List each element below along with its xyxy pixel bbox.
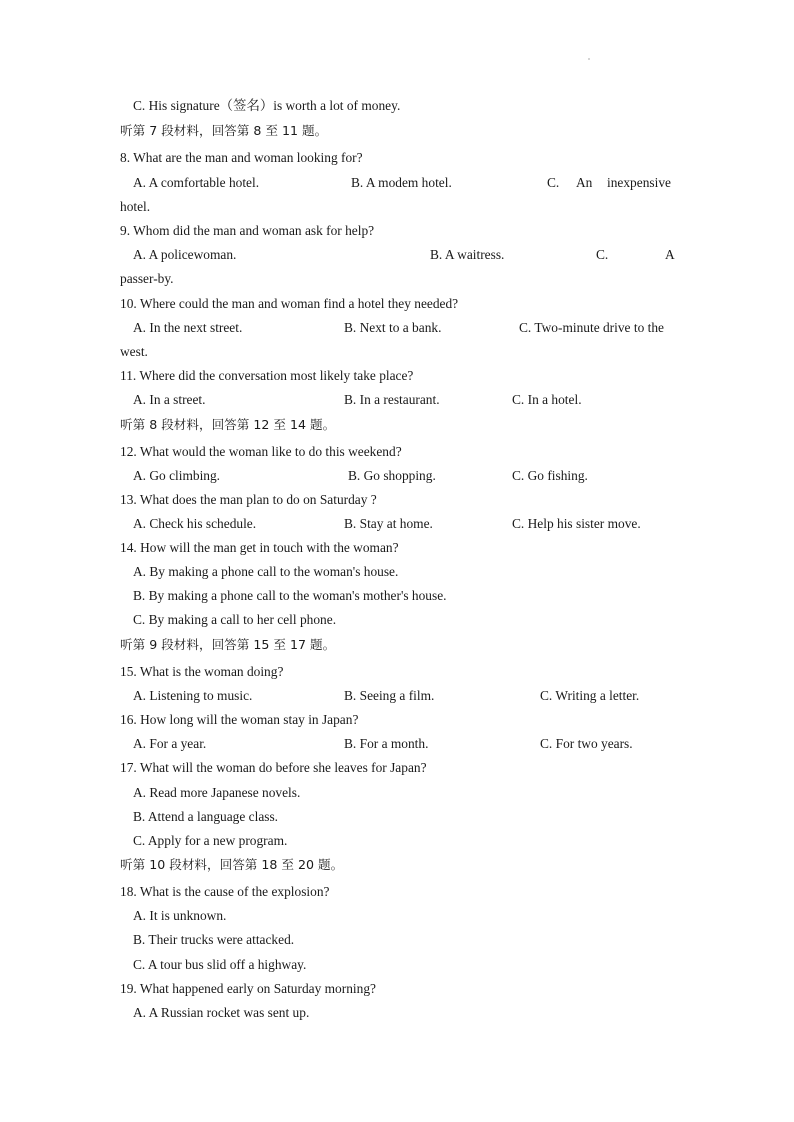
option-a: A. A policewoman. [133, 247, 237, 262]
option-a: A. Go climbing. [133, 468, 221, 483]
question-text: 17. What will the woman do before she leaves for Japan? [120, 760, 427, 775]
option-b: B. Seeing a film. [344, 688, 435, 703]
option-text: C. His signature（签名）is worth a lot of money. [133, 98, 401, 113]
option-b: B. In a restaurant. [344, 392, 440, 407]
option-c-continuation: west. [120, 344, 148, 359]
option-c-continuation: hotel. [120, 199, 151, 214]
option-a: A. Check his schedule. [133, 516, 257, 531]
option-c-word: A [665, 247, 675, 262]
section-heading: 听第 10 段材料，回答第 18 至 20 题。 [120, 857, 344, 872]
option-a: A. By making a phone call to the woman's house. [133, 564, 399, 579]
option-b: B. Attend a language class. [133, 809, 279, 824]
option-c-word: inexpensive [607, 175, 671, 190]
option-b: B. A waitress. [430, 247, 505, 262]
section-heading: 听第 9 段材料，回答第 15 至 17 题。 [120, 637, 336, 652]
option-c: C. Help his sister move. [512, 516, 641, 531]
option-c: C. A tour bus slid off a highway. [133, 957, 307, 972]
question-text: 19. What happened early on Saturday morning? [120, 981, 376, 996]
scan-speck [588, 58, 590, 60]
question-text: 9. Whom did the man and woman ask for help? [120, 223, 375, 238]
question-text: 8. What are the man and woman looking for? [120, 150, 363, 165]
option-a: A. In the next street. [133, 320, 243, 335]
option-c: C. Go fishing. [512, 468, 588, 483]
option-c: C. By making a call to her cell phone. [133, 612, 337, 627]
option-a: A. A Russian rocket was sent up. [133, 1005, 310, 1020]
question-text: 13. What does the man plan to do on Saturday ? [120, 492, 377, 507]
section-heading: 听第 8 段材料，回答第 12 至 14 题。 [120, 417, 336, 432]
option-c: C. Writing a letter. [540, 688, 640, 703]
question-text: 18. What is the cause of the explosion? [120, 884, 330, 899]
option-c: C. Two-minute drive to the [519, 320, 664, 335]
question-text: 10. Where could the man and woman find a hotel they needed? [120, 296, 459, 311]
question-text: 14. How will the man get in touch with the woman? [120, 540, 399, 555]
option-a: A. Listening to music. [133, 688, 253, 703]
question-text: 12. What would the woman like to do this weekend? [120, 444, 402, 459]
section-heading: 听第 7 段材料，回答第 8 至 11 题。 [120, 123, 328, 138]
option-b: B. Go shopping. [348, 468, 436, 483]
option-c: C. For two years. [540, 736, 633, 751]
option-b: B. A modem hotel. [351, 175, 452, 190]
option-c: C. Apply for a new program. [133, 833, 288, 848]
option-b: B. Next to a bank. [344, 320, 442, 335]
question-text: 16. How long will the woman stay in Japan? [120, 712, 359, 727]
option-c: C. In a hotel. [512, 392, 582, 407]
option-a: A. It is unknown. [133, 908, 227, 923]
option-b: B. Their trucks were attacked. [133, 932, 295, 947]
option-a: A. Read more Japanese novels. [133, 785, 301, 800]
option-c: C. [547, 175, 560, 190]
option-a: A. For a year. [133, 736, 207, 751]
option-c: C. [596, 247, 609, 262]
option-b: B. Stay at home. [344, 516, 433, 531]
option-c-continuation: passer-by. [120, 271, 174, 286]
option-a: A. A comfortable hotel. [133, 175, 260, 190]
option-c-word: An [576, 175, 593, 190]
option-a: A. In a street. [133, 392, 206, 407]
question-text: 15. What is the woman doing? [120, 664, 284, 679]
option-b: B. By making a phone call to the woman's mother's house. [133, 588, 447, 603]
option-b: B. For a month. [344, 736, 429, 751]
question-text: 11. Where did the conversation most likely take place? [120, 368, 414, 383]
